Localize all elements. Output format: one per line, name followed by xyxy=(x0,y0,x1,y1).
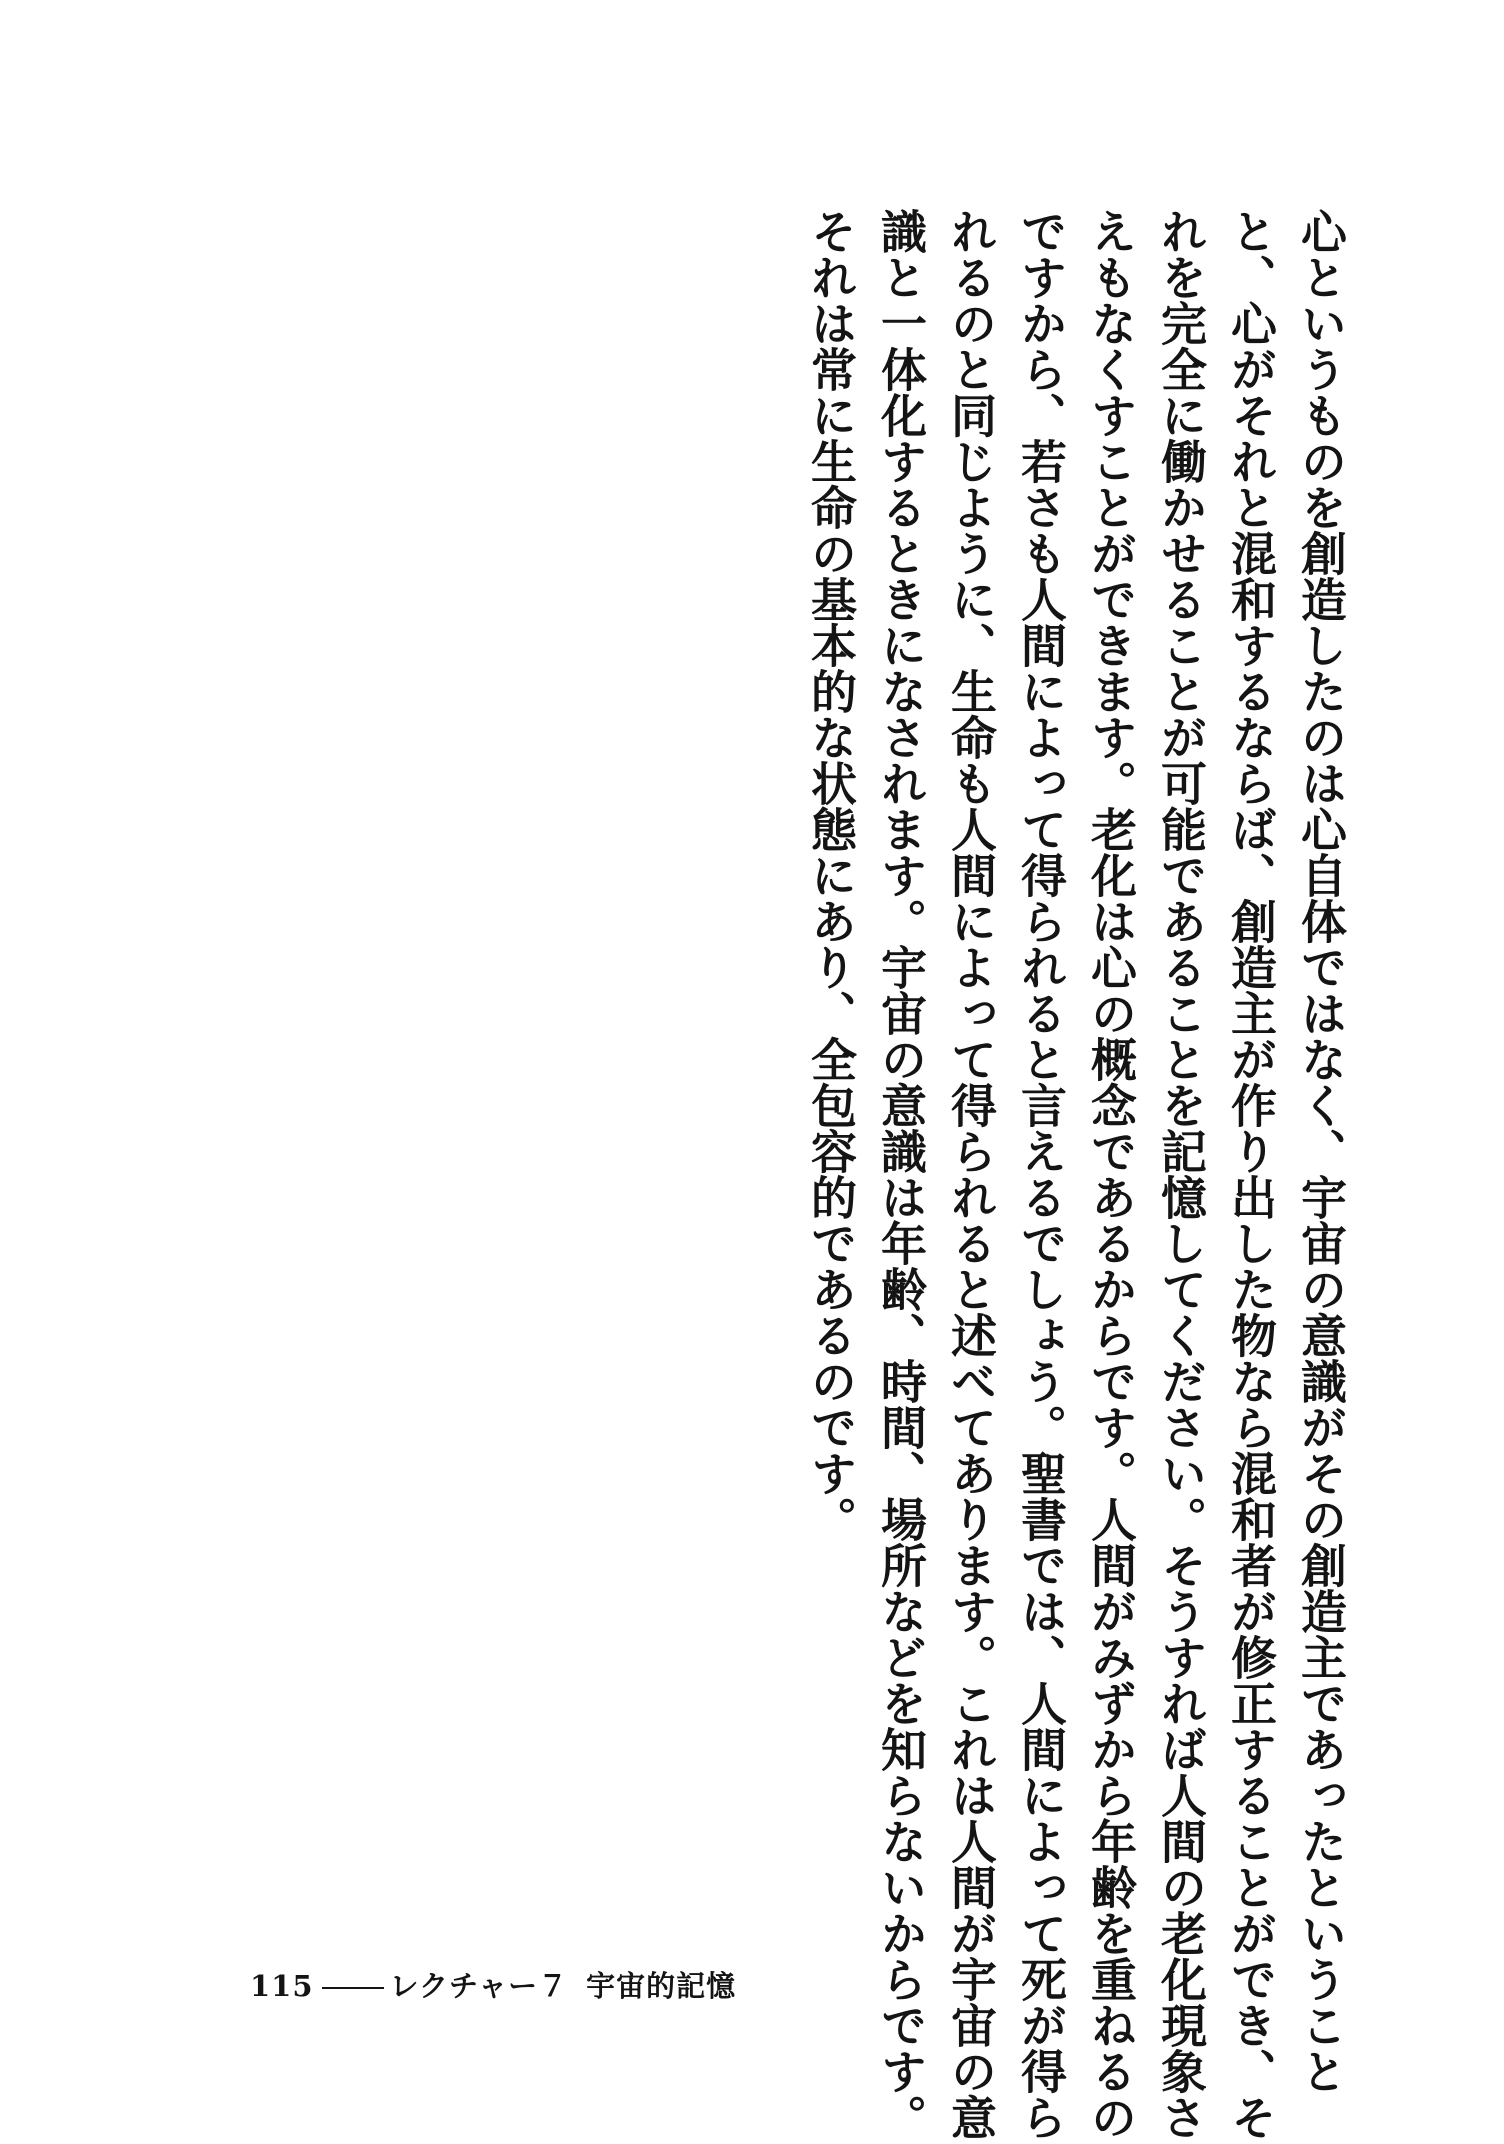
text-column: れを完全に働かせることが可能であることを記憶してください。そうすれば人間の老化現象さ xyxy=(1154,208,1208,2140)
page-footer xyxy=(250,1964,736,2005)
page-number: 115 xyxy=(250,1969,314,2003)
footer-dash-divider xyxy=(322,1987,384,1989)
text-column: えもなくすことができます。老化は心の概念であるからです。人間がみずから年齢を重ねるの xyxy=(1084,208,1138,2140)
text-column: と、心がそれと混和するならば、創造主が作り出した物なら混和者が修正することができ、そ xyxy=(1224,208,1278,2140)
text-column: 心というものを創造したのは心自体ではなく、宇宙の意識がその創造主であったということ xyxy=(1294,208,1348,2094)
text-column: ですから、若さも人間によって得られると言えるでしょう。聖書では、人間によって死が得ら xyxy=(1014,208,1068,2140)
vertical-body-text xyxy=(796,208,1356,2140)
text-column: それは常に生命の基本的な状態にあり、全包容的であるのです。 xyxy=(804,208,858,1542)
text-column: 識と一体化するときになされます。宇宙の意識は年齢、時間、場所などを知らないからです。 xyxy=(874,208,928,2140)
text-column: れるのと同じように、生命も人間によって得られると述べてあります。これは人間が宇宙の意 xyxy=(944,208,998,2140)
chapter-title: 宇宙的記憶 xyxy=(586,1969,737,2003)
lecture-label: レクチャー７ xyxy=(389,1969,569,2003)
